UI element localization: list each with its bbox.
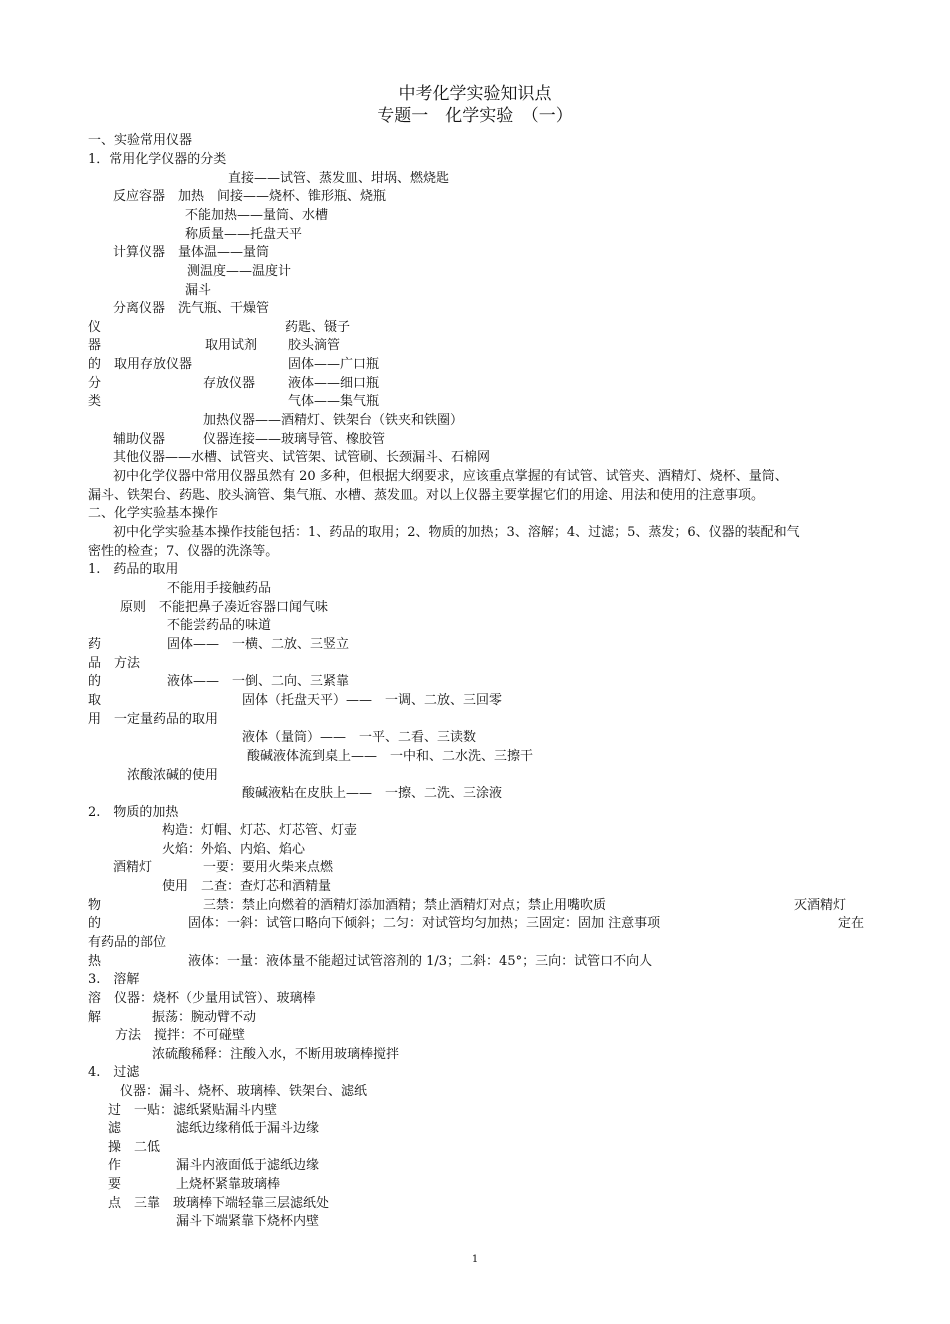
text-line: 三禁：禁止向燃着的酒精灯添加酒精；禁止酒精灯对点；禁止用嘴吹质 <box>203 898 607 913</box>
text-line: 要 <box>108 1177 122 1192</box>
text-line: 操 二低 <box>108 1140 161 1155</box>
text-line: 固体—— 一横、二放、三竖立 <box>167 637 350 652</box>
text-line: 使用 二查：查灯芯和酒精量 <box>162 879 332 894</box>
text-line: 初中化学实验基本操作技能包括：1、药品的取用；2、物质的加热；3、溶解；4、过滤；5、蒸发；6、仪器的装配和气 <box>113 525 800 540</box>
text-line: 类 <box>88 394 102 409</box>
text-line: 液体——细口瓶 <box>288 376 380 391</box>
text-line: 构造：灯帽、灯芯、灯芯管、灯壶 <box>162 823 358 838</box>
text-line: 4. 过滤 <box>88 1065 140 1080</box>
text-line: 分离仪器 洗气瓶、干燥管 <box>113 301 270 316</box>
text-line: 酒精灯 <box>113 860 153 875</box>
text-line: 滤 <box>108 1121 122 1136</box>
text-line: 反应容器 加热 间接——烧杯、锥形瓶、烧瓶 <box>113 189 387 204</box>
text-line: 取用试剂 <box>205 338 258 353</box>
text-line: 1. 药品的取用 <box>88 562 179 577</box>
text-line: 辅助仪器 <box>113 432 166 447</box>
document-subtitle: 专题一 化学实验 （一） <box>377 106 573 126</box>
text-line: 固体——广口瓶 <box>288 357 380 372</box>
text-line: 有药品的部位 <box>88 935 167 950</box>
text-line: 气体——集气瓶 <box>288 394 380 409</box>
text-line: 不能尝药品的味道 <box>167 618 272 633</box>
text-line: 二、化学实验基本操作 <box>88 506 219 521</box>
text-line: 一要：要用火柴来点燃 <box>203 860 334 875</box>
text-line: 物 <box>88 898 102 913</box>
text-line: 的 取用存放仪器 <box>88 357 193 372</box>
text-line: 固体（托盘天平）—— 一调、二放、三回零 <box>242 693 503 708</box>
text-line: 酸碱液体流到桌上—— 一中和、二水洗、三擦干 <box>247 749 534 764</box>
text-line: 1．常用化学仪器的分类 <box>88 152 227 167</box>
document-title: 中考化学实验知识点 <box>398 84 552 104</box>
text-line: 漏斗下端紧靠下烧杯内壁 <box>176 1214 320 1229</box>
text-line: 品 方法 <box>88 656 141 671</box>
page-number: 1 <box>471 1254 479 1265</box>
text-line: 仪器连接——玻璃导管、橡胶管 <box>203 432 386 447</box>
text-line: 的 <box>88 916 102 931</box>
text-line: 浓硫酸稀释：注酸入水，不断用玻璃棒搅拌 <box>152 1047 400 1062</box>
text-line: 作 <box>108 1158 122 1173</box>
text-line: 直接——试管、蒸发皿、坩埚、燃烧匙 <box>228 171 450 186</box>
text-line: 溶 仪器：烧杯（少量用试管）、玻璃棒 <box>88 991 316 1006</box>
text-line: 用 一定量药品的取用 <box>88 712 219 727</box>
text-line: 漏斗、铁架台、药匙、胶头滴管、集气瓶、水槽、蒸发皿。对以上仪器主要掌握它们的用途、用法和使用的注意事项。 <box>88 488 765 503</box>
text-line: 其他仪器——水槽、试管夹、试管架、试管刷、长颈漏斗、石棉网 <box>113 450 491 465</box>
text-line: 加热仪器——酒精灯、铁架台（铁夹和铁圈） <box>203 413 464 428</box>
text-line: 定在 <box>838 916 865 931</box>
text-line: 测温度——温度计 <box>187 264 292 279</box>
text-line: 固体：一斜：试管口略向下倾斜；二匀：对试管均匀加热；三固定：固加 注意事项 <box>188 916 661 931</box>
text-line: 一、实验常用仪器 <box>88 133 193 148</box>
text-line: 火焰：外焰、内焰、焰心 <box>162 842 306 857</box>
text-line: 酸碱液粘在皮肤上—— 一擦、二洗、三涂液 <box>242 786 503 801</box>
text-line: 漏斗内液面低于滤纸边缘 <box>176 1158 320 1173</box>
text-line: 仪 <box>88 320 102 335</box>
text-line: 初中化学仪器中常用仪器虽然有 20 多种，但根据大纲要求，应该重点掌握的有试管、试管夹、酒精灯、烧杯、量筒、 <box>113 469 788 484</box>
text-line: 液体：一量：液体量不能超过试管溶剂的 1/3；二斜：45°；三向：试管口不向人 <box>188 954 653 969</box>
text-line: 漏斗 <box>185 283 212 298</box>
text-line: 仪器：漏斗、烧杯、玻璃棒、铁架台、滤纸 <box>120 1084 368 1099</box>
text-line: 存放仪器 <box>203 376 256 391</box>
text-line: 上烧杯紧靠玻璃棒 <box>176 1177 281 1192</box>
text-line: 器 <box>88 338 102 353</box>
text-line: 灭酒精灯 <box>794 898 847 913</box>
text-line: 解 <box>88 1010 102 1025</box>
text-line: 原则 不能把鼻子凑近容器口闻气味 <box>120 600 329 615</box>
text-line: 不能用手接触药品 <box>167 581 272 596</box>
text-line: 的 <box>88 674 102 689</box>
text-line: 液体—— 一倒、二向、三紧靠 <box>167 674 350 689</box>
text-line: 滤纸边缘稍低于漏斗边缘 <box>176 1121 320 1136</box>
text-line: 点 三靠 玻璃棒下端轻靠三层滤纸处 <box>108 1196 330 1211</box>
text-line: 药 <box>88 637 102 652</box>
text-line: 3. 溶解 <box>88 972 140 987</box>
text-line: 振荡：腕动臂不动 <box>152 1010 257 1025</box>
text-line: 不能加热——量筒、水槽 <box>185 208 329 223</box>
text-line: 浓酸浓碱的使用 <box>127 768 219 783</box>
text-line: 过 一贴：滤纸紧贴漏斗内壁 <box>108 1103 278 1118</box>
text-line: 液体（量筒）—— 一平、二看、三读数 <box>242 730 477 745</box>
text-line: 药匙、镊子 <box>285 320 351 335</box>
text-line: 热 <box>88 954 102 969</box>
text-line: 分 <box>88 376 102 391</box>
text-line: 胶头滴管 <box>288 338 341 353</box>
text-line: 密性的检查；7、仪器的洗涤等。 <box>88 544 279 559</box>
text-line: 称质量——托盘天平 <box>185 227 303 242</box>
text-line: 取 <box>88 693 102 708</box>
text-line: 方法 搅拌：不可碰壁 <box>115 1028 246 1043</box>
text-line: 计算仪器 量体温——量筒 <box>113 245 270 260</box>
text-line: 2. 物质的加热 <box>88 805 179 820</box>
